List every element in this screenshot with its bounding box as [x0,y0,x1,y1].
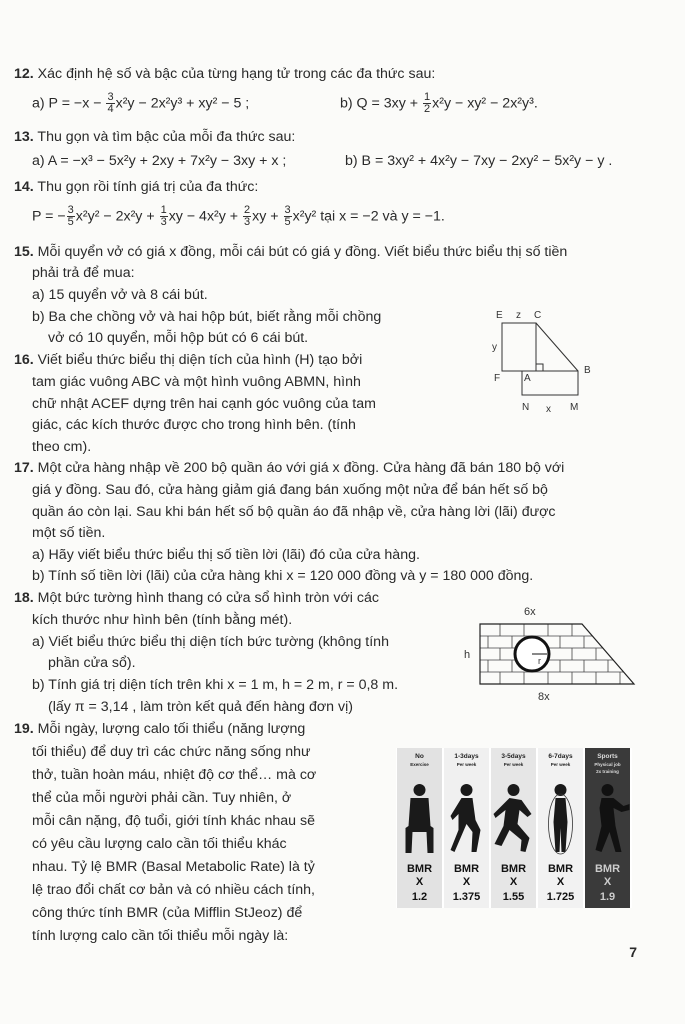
q12-b [340,92,538,115]
page-number: 7 [629,944,637,960]
bmr-multiplier: 1.725 [546,891,575,903]
q12-number: 12. [14,66,34,82]
q12-b-label: b) Q = 3xy + [340,95,423,112]
multiply-sign: X [556,876,565,888]
q16-line3: chữ nhật ACEF dựng trên hai cạnh góc vuông của tam [32,396,376,412]
q14-p5: x²y² tại x = −2 và y = −1. [292,208,445,225]
q14-f3 [243,205,251,228]
label-z: z [516,310,521,321]
q12-a-label: a) P = −x − [32,95,106,112]
q19-line10: tính lượng calo cần tối thiểu mỗi ngày là: [32,928,289,944]
q16-line2: tam giác vuông ABC và một hình vuông ABMN, hình [32,374,361,390]
q18-a2: phần cửa sổ). [48,655,136,671]
activity-subheader: Per week [503,762,524,767]
activity-header: 1-3days [454,753,479,760]
q17-line2: giá y đồng. Sau đó, cửa hàng giảm giá đang bán xuống một nửa để bán hết số bộ [32,482,548,498]
q19-line5: mỗi cân nặng, độ tuổi, giới tính khác nhau sẽ [32,813,315,829]
q19-line1 [14,719,305,739]
q12-b-rest: x²y − xy² − 2x²y³. [432,95,538,112]
multiply-sign: X [462,876,471,888]
q12-text: Xác định hệ số và bậc của từng hạng tử trong các đa thức sau: [33,66,436,82]
trapezoid-wall-figure [458,600,638,710]
q18-line2: kích thước như hình bên (tính bằng mét). [32,612,293,628]
rectangle-acef [502,323,536,371]
multiply-sign: X [603,876,612,888]
frac-num: 3 [67,204,74,216]
q18-b1: b) Tính giá trị diện tích trên khi x = 1 m, h = 2 m, r = 0,8 m. [32,677,399,693]
bmr-multiplier: 1.9 [599,891,616,903]
q19-line9: công thức tính BMR (của Mifflin StJeoz) để [32,905,303,921]
q14-p2: x²y² − 2x²y + [75,208,159,225]
q16-number: 16. [14,352,34,368]
bmr-multiplier: 1.55 [502,891,525,903]
q18-line1 [14,588,379,608]
geometry-figure-h [488,306,598,418]
q17-number: 17. [14,460,34,476]
frac-den: 5 [284,216,291,228]
q19-line6: có yêu cầu lượng calo cần tối thiểu khác [32,836,287,852]
q14-f1 [67,205,75,228]
q19-text: Mỗi ngày, lượng calo tối thiểu (năng lượng [33,721,306,737]
q17-line4: một số tiền. [32,525,106,541]
q12-a-rest: x²y − 2x²y³ + xy² − 5 ; [115,95,250,112]
q18-b2: (lấy π = 3,14 , làm tròn kết quả đến hàng đơn vị) [48,699,353,715]
label-x: x [546,404,551,415]
label-c: C [534,310,542,321]
q17-line3: quần áo còn lại. Sau khi bán hết số bộ quần áo đã nhập về, cửa hàng lời (lãi) được [32,504,556,520]
bmr-label: BMR [453,863,480,875]
activity-subheader: Per week [550,762,571,767]
frac-num: 2 [244,204,251,216]
q15-b1: b) Ba che chồng vở và hai hộp bút, biết rằng mỗi chồng [32,309,382,325]
activity-header: No [415,753,424,760]
frac-num: 1 [160,204,167,216]
q15-a: a) 15 quyển vở và 8 cái bút. [32,287,208,303]
bmr-multiplier: 1.2 [411,891,428,903]
q14-heading [14,177,258,197]
q17-b: b) Tính số tiền lời (lãi) của cửa hàng khi x = 120 000 đồng và y = 180 000 đồng. [32,568,534,584]
q13-heading [14,127,295,147]
label-n: N [522,402,530,413]
q14-text: Thu gọn rồi tính giá trị của đa thức: [33,179,259,195]
label-6x: 6x [524,606,536,618]
q18-text: Một bức tường hình thang có cửa sổ hình tròn với các [33,590,379,606]
q14-number: 14. [14,179,34,195]
activity-subheader-2: 2x training [596,769,619,774]
q14-expression [32,205,445,228]
label-r: r [538,656,541,666]
label-a: A [524,373,531,384]
person-silhouette-head [602,784,614,796]
q17-line1 [14,458,564,478]
q15-b2: vở có 10 quyển, mỗi hộp bút có 6 cái bút. [48,330,309,346]
q12-b-frac [423,92,431,115]
q13-number: 13. [14,129,34,145]
q16-line4: giác, các kích thước được cho trong hình bên. (tính [32,417,356,433]
q16-text: Viết biểu thức biểu thị diện tích của hình (H) tạo bởi [33,352,363,368]
q19-line2: tối thiểu) để duy trì các chức năng sống như [32,744,311,760]
q19-line3: thở, tuần hoàn máu, nhiệt độ cơ thể… mà cơ [32,767,317,783]
q14-p4: xy + [252,208,283,225]
bmr-label: BMR [500,863,527,875]
q19-line7: nhau. Tỷ lệ BMR (Basal Metabolic Rate) là tỷ [32,859,315,875]
q19-line8: lệ trao đổi chất cơ bản và có nhiều cách tính, [32,882,315,898]
frac-den: 3 [160,216,167,228]
activity-header: 3-5days [501,753,526,760]
q13-b: b) B = 3xy² + 4x²y − 7xy − 2xy² − 5x²y − y . [345,153,613,169]
q12-a-frac [106,92,114,115]
q12-a [32,92,249,115]
q15-line1 [14,242,567,262]
frac-num: 1 [424,91,431,103]
multiply-sign: X [415,876,424,888]
person-silhouette-head [461,784,473,796]
frac-den: 3 [244,216,251,228]
bmr-label: BMR [406,863,433,875]
q16-line1 [14,350,362,370]
label-b: B [584,365,591,376]
activity-subheader: Exercise [410,762,429,767]
label-8x: 8x [538,691,550,703]
trapezoid-outline [480,624,634,684]
activity-subheader: Per week [456,762,477,767]
q18-number: 18. [14,590,34,606]
q13-a: a) A = −x³ − 5x²y + 2xy + 7x²y − 3xy + x ; [32,153,287,169]
q18-a1: a) Viết biểu thức biểu thị diện tích bức tường (không tính [32,634,389,650]
label-e: E [496,310,503,321]
brick-pattern [480,624,638,684]
label-f: F [494,373,501,384]
bmr-multiplier: 1.375 [452,891,481,903]
q17-text: Một cửa hàng nhập về 200 bộ quần áo với giá x đồng. Cửa hàng đã bán 180 bộ với [33,460,565,476]
q16-line5: theo cm). [32,439,92,455]
label-y: y [492,342,497,353]
frac-num: 3 [284,204,291,216]
q14-p3: xy − 4x²y + [168,208,243,225]
q14-p1: P = − [32,208,66,225]
frac-den: 5 [67,216,74,228]
q13-text: Thu gọn và tìm bậc của mỗi đa thức sau: [33,129,296,145]
q17-a: a) Hãy viết biểu thức biểu thị số tiền lời (lãi) đó của cửa hàng. [32,547,420,563]
q15-text: Mỗi quyển vở có giá x đồng, mỗi cái bút có giá y đồng. Viết biểu thức biểu thị số tiền [33,244,568,260]
label-m: M [570,402,579,413]
q15-number: 15. [14,244,34,260]
person-silhouette-head [414,784,426,796]
label-h: h [464,649,471,661]
q14-f4 [284,205,292,228]
bmr-label: BMR [547,863,574,875]
activity-header: Sports [597,753,618,760]
bmr-label: BMR [594,863,621,875]
q19-line4: thể của mỗi người phải cần. Tuy nhiên, ở [32,790,292,806]
activity-header: 6-7days [548,753,573,760]
activity-subheader: Physical job [594,762,621,767]
q19-number: 19. [14,721,34,737]
q14-f2 [160,205,168,228]
frac-den: 4 [107,103,114,115]
frac-den: 2 [424,103,431,115]
bmr-activity-illustration [396,748,632,908]
multiply-sign: X [509,876,518,888]
q15-line2: phải trả để mua: [32,265,135,281]
right-angle-mark [536,364,543,371]
person-silhouette-head [508,784,520,796]
frac-num: 3 [107,91,114,103]
q12-heading [14,64,435,84]
